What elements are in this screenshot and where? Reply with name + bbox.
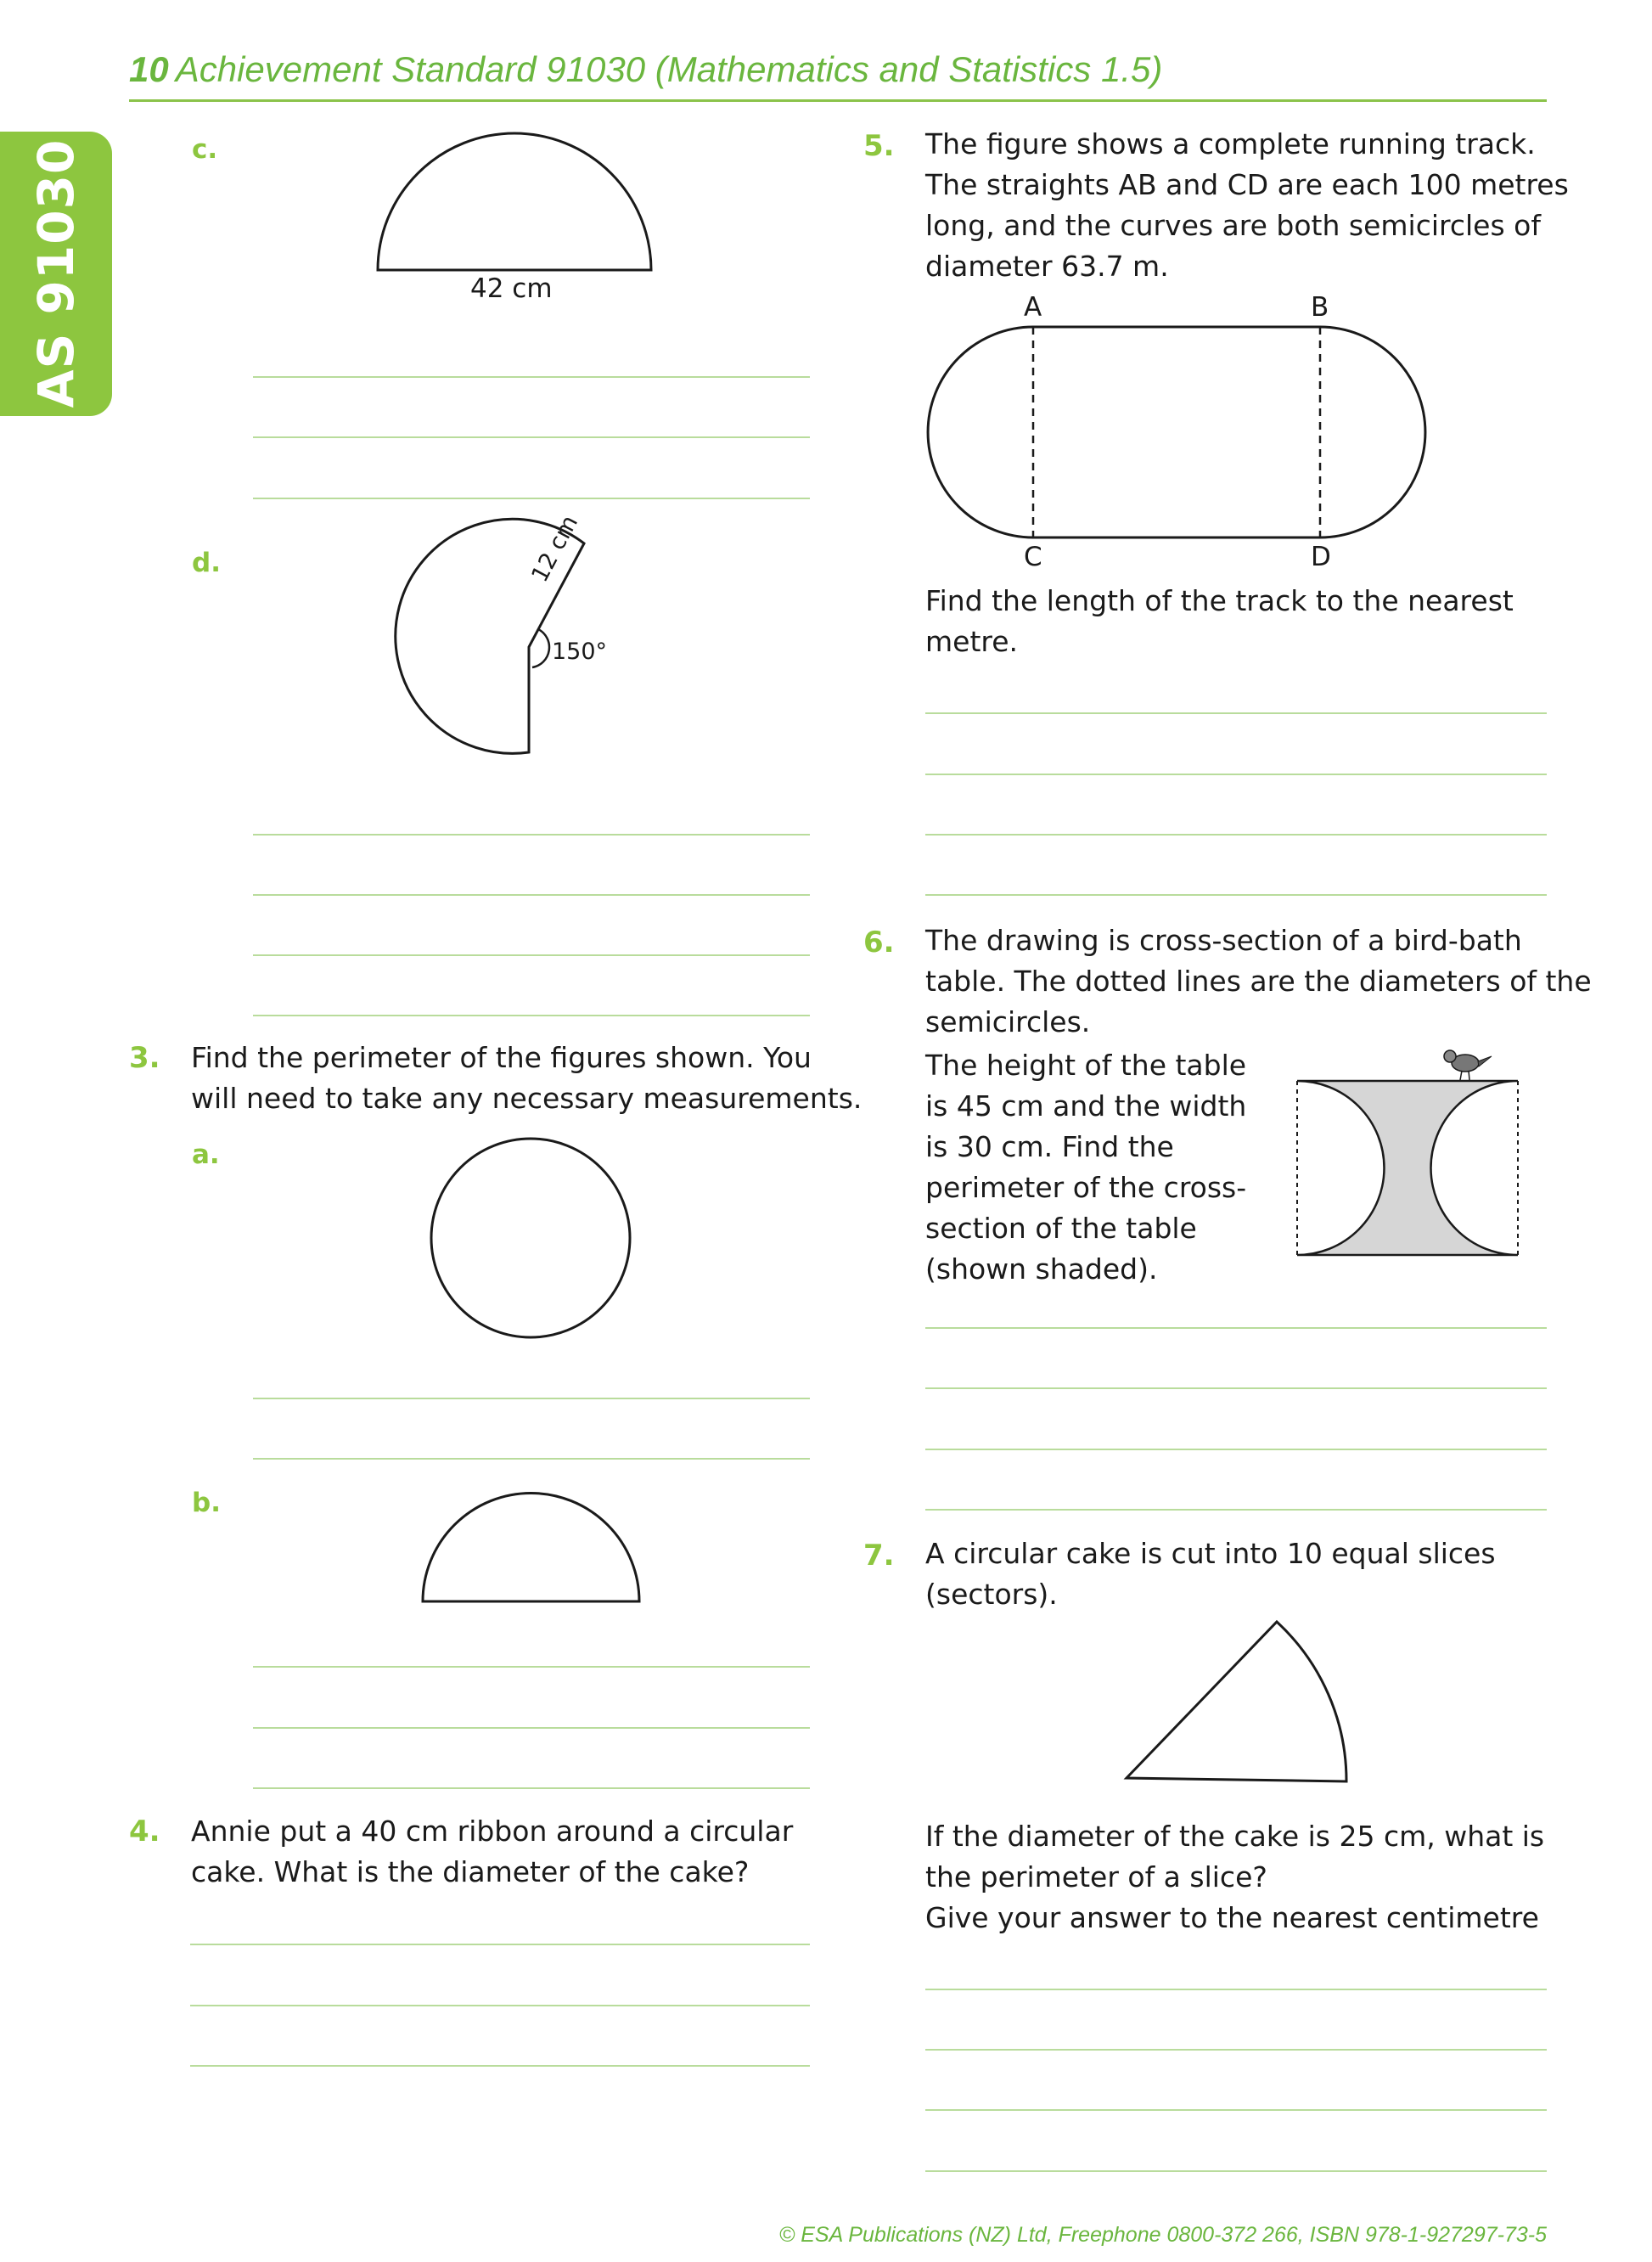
question-3a-letter: a. — [192, 1139, 220, 1170]
radius-label: 12 cm — [526, 510, 584, 587]
angle-label: 150° — [552, 639, 608, 665]
point-a-label: A — [1024, 292, 1042, 323]
question-3b-letter: b. — [192, 1488, 221, 1518]
page-title: Achievement Standard 91030 (Mathematics and Statistics 1.5) — [175, 49, 1163, 89]
text-line: diameter 63.7 m. — [925, 250, 1169, 283]
page-number: 10 — [129, 49, 169, 89]
question-5-number: 5. — [863, 129, 895, 163]
question-2c-letter: c. — [192, 134, 218, 165]
text-line: The height of the table — [925, 1049, 1247, 1082]
side-tab-label: AS 91030 — [27, 138, 85, 408]
text-line: table. The dotted lines are the diameters of the — [925, 965, 1592, 998]
text-line: If the diameter of the cake is 25 cm, what is — [925, 1820, 1545, 1853]
text-line: long, and the curves are both semicircles of — [925, 209, 1541, 242]
point-c-label: C — [1024, 542, 1042, 572]
text-line: metre. — [925, 625, 1019, 658]
answer-line[interactable] — [925, 2170, 1547, 2172]
text-line: section of the table — [925, 1212, 1197, 1245]
text-line: Find the perimeter of the figures shown. You — [191, 1041, 812, 1074]
question-7-number: 7. — [863, 1539, 895, 1573]
text-line: The straights AB and CD are each 100 metres — [925, 168, 1569, 201]
text-line: will need to take any necessary measurements. — [191, 1082, 863, 1115]
text-line: Give your answer to the nearest centimetre — [925, 1901, 1539, 1934]
text-line: A circular cake is cut into 10 equal slices — [925, 1537, 1496, 1570]
question-4-number: 4. — [129, 1815, 160, 1848]
answer-line[interactable] — [925, 2109, 1547, 2111]
question-2d-letter: d. — [192, 548, 221, 578]
text-line: Find the length of the track to the nearest — [925, 584, 1514, 617]
answer-line[interactable] — [925, 1989, 1547, 1990]
point-b-label: B — [1311, 292, 1329, 323]
text-line: is 30 cm. Find the — [925, 1130, 1174, 1163]
text-line: cake. What is the diameter of the cake? — [191, 1855, 750, 1888]
point-d-label: D — [1311, 542, 1331, 572]
text-line: The figure shows a complete running track. — [925, 127, 1536, 160]
text-line: semicircles. — [925, 1005, 1091, 1038]
text-line: (shown shaded). — [925, 1252, 1158, 1286]
text-line: The drawing is cross-section of a bird-bath — [925, 924, 1522, 957]
question-6-number: 6. — [863, 926, 895, 959]
text-line: Annie put a 40 cm ribbon around a circular — [191, 1815, 794, 1848]
dimension-42cm: 42 cm — [470, 273, 553, 304]
text-line: perimeter of the cross- — [925, 1171, 1247, 1204]
text-line: is 45 cm and the width — [925, 1089, 1247, 1123]
text-line: (sectors). — [925, 1578, 1058, 1611]
text-line: the perimeter of a slice? — [925, 1860, 1267, 1893]
answer-line[interactable] — [925, 2049, 1547, 2051]
question-3-number: 3. — [129, 1041, 160, 1075]
question-7-ask — [925, 1816, 1544, 1938]
copyright-footer: © ESA Publications (NZ) Ltd, Freephone 0800-372 266, ISBN 978-1-927297-73-5 — [778, 2223, 1547, 2247]
